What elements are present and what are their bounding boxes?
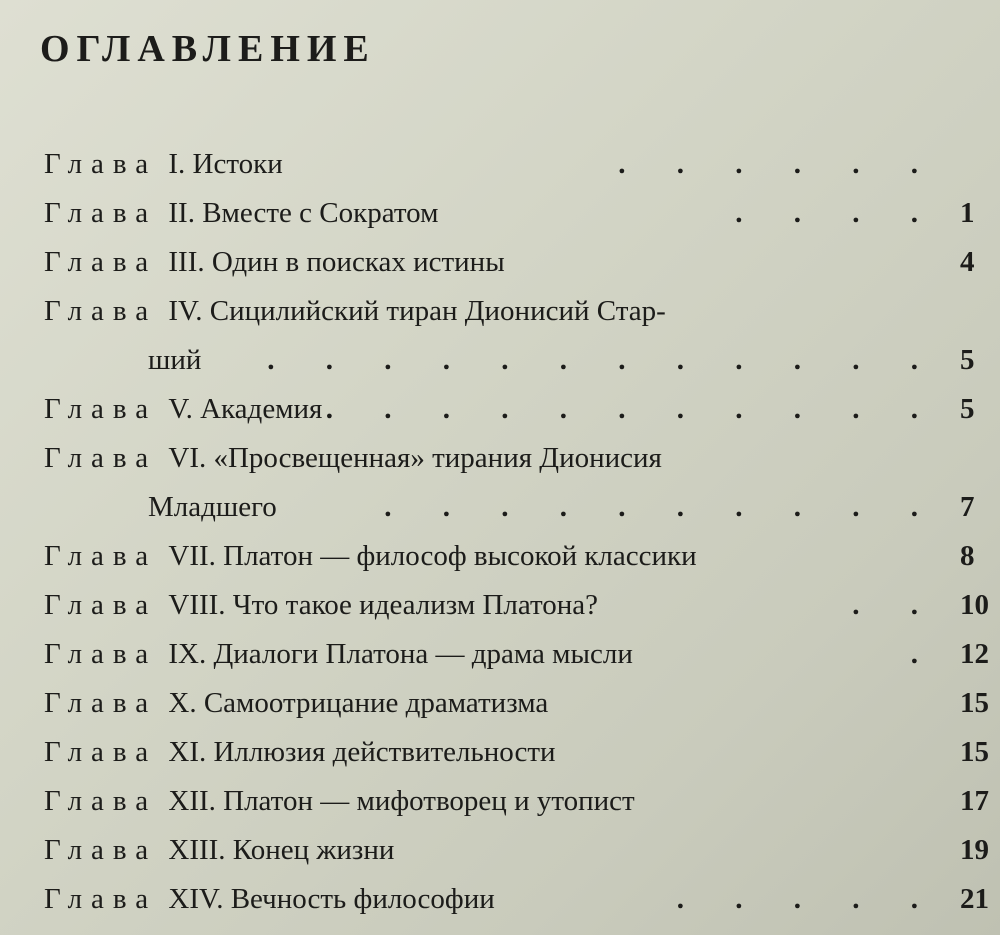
- toc-entry: Глава VI. «Просвещенная» тирания Дионисия Младшего . . . . . . . . . . 7: [44, 434, 1000, 532]
- chapter-numeral: VII: [168, 540, 209, 572]
- page-number: 15: [960, 736, 989, 768]
- dot-leader: . . . . . . . . . . .: [325, 393, 940, 425]
- chapter-title: Вечность философии: [230, 883, 495, 915]
- page-number: 21: [960, 883, 989, 915]
- toc-entry: Глава IX. Диалоги Платона — драма мысли . 12: [44, 630, 1000, 679]
- chapter-numeral: VIII: [168, 589, 219, 621]
- dot-leader: . .: [852, 589, 940, 621]
- chapter-numeral: XI: [168, 736, 199, 768]
- chapter-title: Истоки: [192, 148, 283, 180]
- chapter-title: Платон — философ высокой классики: [223, 540, 697, 572]
- chapter-numeral: X: [168, 687, 190, 719]
- toc-entry: Глава XI. Иллюзия действительности 15: [44, 728, 1000, 777]
- page-number: 19: [960, 834, 989, 866]
- chapter-prefix: Глава: [44, 246, 158, 278]
- chapter-title: Самоотрицание драматизма: [203, 687, 549, 719]
- toc-entry: Глава XIII. Конец жизни 19: [44, 826, 1000, 875]
- dot-leader: . . . . . . . . . .: [384, 491, 940, 523]
- chapter-numeral: I: [168, 148, 179, 180]
- chapter-title: Конец жизни: [232, 834, 395, 866]
- page-number: 5: [960, 393, 975, 425]
- chapter-prefix: Глава: [44, 393, 158, 425]
- toc-entry: Глава XIV. Вечность философии . . . . . 21: [44, 875, 1000, 924]
- chapter-title-continuation: Младшего: [148, 491, 277, 523]
- chapter-numeral: VI: [168, 442, 199, 474]
- toc-entry: Глава VIII. Что такое идеализм Платона? . . 10: [44, 581, 1000, 630]
- dot-leader: . . . . . . . . . . . .: [267, 344, 940, 376]
- chapter-numeral: XII: [168, 785, 209, 817]
- chapter-numeral: III: [168, 246, 198, 278]
- page-title: ОГЛАВЛЕНИЕ: [40, 28, 376, 70]
- chapter-title: Академия: [200, 393, 323, 425]
- chapter-prefix: Глава: [44, 589, 158, 621]
- toc-entry: Глава V. Академия . . . . . . . . . . . 5: [44, 385, 1000, 434]
- chapter-prefix: Глава: [44, 540, 158, 572]
- toc-entry: Глава XII. Платон — мифотворец и утопист 17: [44, 777, 1000, 826]
- page-number: 12: [960, 638, 989, 670]
- toc-entry: Глава X. Самоотрицание драматизма 15: [44, 679, 1000, 728]
- toc-entry: Глава II. Вместе с Сократом . . . . 1: [44, 189, 1000, 238]
- chapter-prefix: Глава: [44, 883, 158, 915]
- page-number: 4: [960, 246, 975, 278]
- chapter-prefix: Глава: [44, 834, 158, 866]
- table-of-contents: [44, 140, 1000, 924]
- dot-leader: . . . .: [735, 197, 940, 229]
- chapter-prefix: Глава: [44, 736, 158, 768]
- chapter-title: Платон — мифотворец и утопист: [223, 785, 635, 817]
- toc-entry: Глава VII. Платон — философ высокой классики 8: [44, 532, 1000, 581]
- toc-entry: Глава IV. Сицилийский тиран Дионисий Стар- ший . . . . . . . . . . . . 5: [44, 287, 1000, 385]
- chapter-title: Что такое идеализм Платона?: [232, 589, 599, 621]
- chapter-numeral: II: [168, 197, 188, 229]
- chapter-title: Иллюзия действительности: [213, 736, 556, 768]
- toc-entry: Глава I. Истоки . . . . . .: [44, 140, 1000, 189]
- chapter-numeral: IV: [168, 295, 196, 327]
- chapter-title: Вместе с Сократом: [202, 197, 439, 229]
- chapter-title-continuation: ший: [148, 344, 202, 376]
- chapter-prefix: Глава: [44, 295, 158, 327]
- chapter-prefix: Глава: [44, 442, 158, 474]
- chapter-prefix: Глава: [44, 785, 158, 817]
- page-number: [960, 140, 1000, 189]
- chapter-numeral: XIII: [168, 834, 219, 866]
- chapter-prefix: Глава: [44, 638, 158, 670]
- toc-entry: Глава III. Один в поисках истины 4: [44, 238, 1000, 287]
- page-number: 15: [960, 687, 989, 719]
- dot-leader: . . . . . .: [618, 148, 940, 180]
- page-number: 5: [960, 344, 975, 376]
- page-number: 1: [960, 197, 975, 229]
- page-number: 10: [960, 589, 989, 621]
- chapter-numeral: V: [168, 393, 186, 425]
- chapter-numeral: XIV: [168, 883, 217, 915]
- chapter-title: «Просвещенная» тирания Дионисия: [213, 442, 662, 474]
- page-number: 7: [960, 491, 975, 523]
- chapter-numeral: IX: [168, 638, 199, 670]
- chapter-title: Сицилийский тиран Дионисий Стар-: [209, 295, 666, 327]
- chapter-prefix: Глава: [44, 687, 158, 719]
- dot-leader: . . . . .: [676, 883, 940, 915]
- chapter-title: Диалоги Платона — драма мысли: [213, 638, 633, 670]
- chapter-title: Один в поисках истины: [211, 246, 505, 278]
- page-number: 8: [960, 540, 975, 572]
- chapter-prefix: Глава: [44, 197, 158, 229]
- dot-leader: .: [910, 638, 940, 670]
- page-number: 17: [960, 785, 989, 817]
- chapter-prefix: Глава: [44, 148, 158, 180]
